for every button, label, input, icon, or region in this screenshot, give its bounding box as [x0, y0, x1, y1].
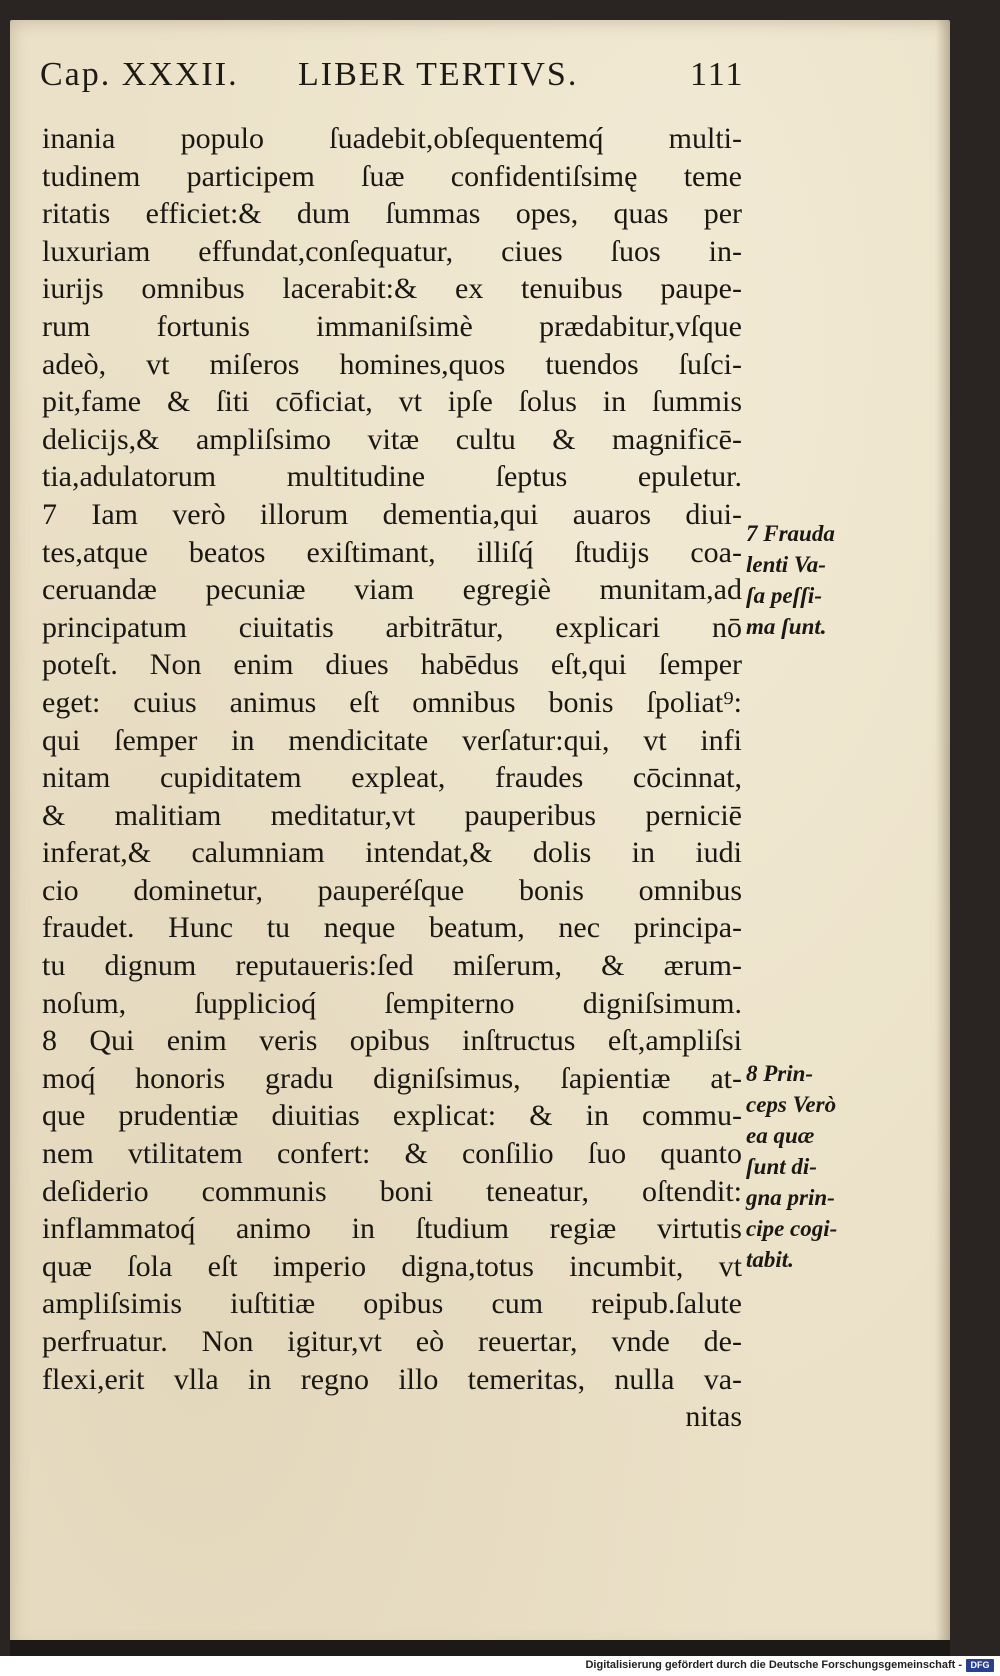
- page-bottom-shadow: [10, 1640, 950, 1656]
- text-line: 8 Qui enim veris opibus inſtructus eſt,ampliſsi: [42, 1024, 742, 1058]
- funding-credit: Digitalisierung gefördert durch die Deutsche Forschungsgemeinschaft -: [585, 1659, 962, 1671]
- running-head: [40, 56, 760, 106]
- text-line: eget: cuius animus eſt omnibus bonis ſpoliat⁹:: [42, 685, 742, 719]
- text-line: tia,adulatorum multitudine ſeptus epuletur.: [42, 460, 742, 494]
- text-line: deſiderio communis boni teneatur, oſtendit:: [42, 1174, 742, 1208]
- text-line: fraudet. Hunc tu neque beatum, nec principa-: [42, 911, 742, 945]
- margin-note-line: ea quæ: [746, 1123, 815, 1148]
- text-line: ritatis efficiet:& dum ſummas opes, quas per: [42, 197, 742, 231]
- text-line: quæ ſola eſt imperio digna,totus incumbit, vt: [42, 1249, 742, 1283]
- text-line: perfruatur. Non igitur,vt eò reuertar, vnde de-: [42, 1325, 742, 1358]
- text-line: iurijs omnibus lacerabit:& ex tenuibus paupe-: [42, 272, 742, 306]
- text-line: & malitiam meditatur,vt pauperibus perniciē: [42, 798, 742, 832]
- text-line: delicijs,& ampliſsimo vitæ cultu & magnificē-: [42, 422, 742, 456]
- text-line: adeò, vt miſeros homines,quos tuendos ſuſci-: [42, 347, 742, 381]
- text-line: ampliſsimis iuſtitiæ opibus cum reipub.ſalute: [42, 1287, 742, 1321]
- text-line: noſum, ſupplicioq́ ſempiterno digniſsimum.: [42, 986, 742, 1020]
- folio-number: 111: [690, 56, 745, 93]
- margin-note-line: 7 Frauda: [746, 521, 835, 546]
- text-line: luxuriam effundat,conſequatur, ciues ſuos in-: [42, 234, 742, 268]
- text-line: moq́ honoris gradu digniſsimus, ſapientiæ at-: [42, 1061, 742, 1095]
- text-line: flexi,erit vlla in regno illo temeritas, nulla va-: [42, 1362, 742, 1396]
- text-line: qui ſemper in mendicitate verſatur:qui, vt infi: [42, 723, 742, 757]
- body-text: [42, 120, 742, 1436]
- text-line: nem vtilitatem confert: & conſilio ſuo quanto: [42, 1137, 742, 1171]
- margin-note-7: [746, 518, 886, 642]
- text-line: principatum ciuitatis arbitrātur, explicari nō: [42, 610, 742, 644]
- margin-note-line: 8 Prin-: [746, 1061, 814, 1086]
- text-line: 7 Iam verò illorum dementia,qui auaros diui-: [42, 497, 742, 531]
- margin-note-line: ceps Verò: [746, 1092, 837, 1117]
- chapter-number: Cap. XXXII.: [40, 56, 239, 93]
- text-line: tes,atque beatos exiſtimant, illiſq́ ſtudijs coa-: [42, 535, 742, 569]
- text-line: ceruandæ pecuniæ viam egregiè munitam,ad: [42, 573, 742, 607]
- margin-note-line: tabit.: [746, 1247, 794, 1272]
- text-line: pit,fame & ſiti cōficiat, vt ipſe ſolus in ſummis: [42, 385, 742, 419]
- margin-note-line: cipe cogi-: [746, 1216, 838, 1241]
- text-line: poteſt. Non enim diues habēdus eſt,qui ſemper: [42, 648, 742, 682]
- text-line: tudinem participem ſuæ confidentiſsimę teme: [42, 159, 742, 193]
- margin-note-line: ſa peſſi-: [746, 583, 822, 608]
- text-line: nitam cupiditatem expleat, fraudes cōcinnat,: [42, 761, 742, 795]
- page-edge-shadow: [936, 20, 950, 1650]
- text-line: tu dignum reputaueris:ſed miſerum, & ærum-: [42, 949, 742, 983]
- dfg-logo: DFG: [966, 1659, 994, 1672]
- margin-note-line: gna prin-: [746, 1185, 835, 1210]
- catchword: nitas: [685, 1400, 742, 1434]
- margin-note-line: lenti Va-: [746, 552, 826, 577]
- text-line: inania populo ſuadebit,obſequentemq́ multi-: [42, 122, 742, 155]
- text-line: inflammatoq́ animo in ſtudium regiæ virtutis: [42, 1212, 742, 1246]
- text-line: inferat,& calumniam intendat,& dolis in iudi: [42, 836, 742, 870]
- text-line: rum fortunis immaniſsimè prædabitur,vſque: [42, 309, 742, 343]
- margin-note-line: ſunt di-: [746, 1154, 817, 1179]
- margin-note-line: ma ſunt.: [746, 614, 827, 639]
- book-title: LIBER TERTIVS.: [298, 56, 579, 93]
- text-line: que prudentiæ diuitias explicat: & in commu-: [42, 1099, 742, 1133]
- margin-note-8: [746, 1058, 886, 1275]
- text-line: cio dominetur, pauperéſque bonis omnibus: [42, 873, 742, 907]
